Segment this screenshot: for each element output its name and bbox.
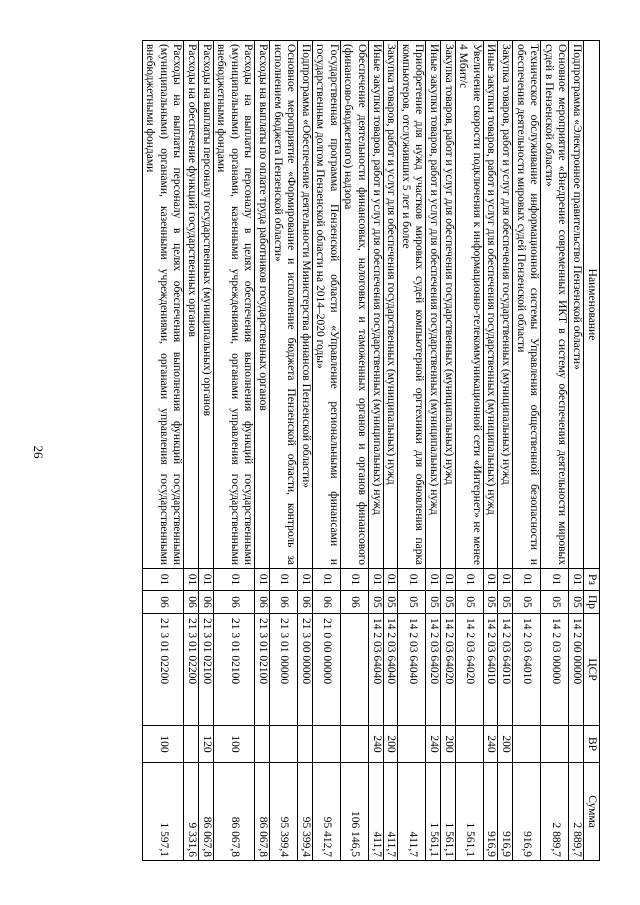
- table-row: [541, 41, 569, 861]
- cell-sum: 2 889,7: [569, 763, 584, 861]
- cell-sum: 95 399,4: [298, 763, 313, 861]
- cell-sum: 86 067,8: [198, 763, 213, 861]
- cell-name: Расходы на выплаты по оплате труда работников государственных органов: [255, 41, 270, 569]
- cell-csr: 14 2 03 64020: [441, 614, 456, 726]
- cell-pr: 06: [298, 591, 313, 614]
- cell-pr: 06: [198, 591, 213, 614]
- cell-name: Приобретение для нужд участков мировых судей компьютерной оргтехники для обновления парка компьютеров, отслуживших 5 лет и более: [398, 41, 426, 569]
- cell-name: Основное мероприятие «Формирование и исполнение бюджета Пензенской области, контроль за исполнением бюджета Пензенской области»: [269, 41, 297, 569]
- cell-vr: [513, 726, 541, 763]
- cell-csr: [340, 614, 368, 726]
- cell-vr: 200: [383, 726, 398, 763]
- table-row: [483, 41, 498, 861]
- table-row: [213, 41, 255, 861]
- table-row: [513, 41, 541, 861]
- cell-csr: 21 3 01 02200: [184, 614, 199, 726]
- cell-sum: 411,7: [398, 763, 426, 861]
- cell-csr: 14 2 03 64010: [513, 614, 541, 726]
- cell-name: Закупка товаров, работ и услуг для обеспечения государственных (муниципальных) нужд: [441, 41, 456, 569]
- cell-sum: 106 146,5: [340, 763, 368, 861]
- cell-csr: 14 2 03 00000: [541, 614, 569, 726]
- cell-name: Иные закупки товаров, работ и услуг для обеспечения государственных (муниципальных) нужд: [483, 41, 498, 569]
- cell-pr: 05: [426, 591, 441, 614]
- cell-sum: 1 561,1: [441, 763, 456, 861]
- cell-csr: 14 2 03 64040: [383, 614, 398, 726]
- cell-name: Основное мероприятие «Внедрение современных ИКТ в систему обеспечения деятельности мировых судей в Пензенской области»: [541, 41, 569, 569]
- table-row: [184, 41, 199, 861]
- table-body: [142, 41, 583, 861]
- cell-vr: 200: [498, 726, 513, 763]
- table-row: [255, 41, 270, 861]
- rotated-table-wrapper: [80, 40, 600, 860]
- cell-sum: 1 561,1: [426, 763, 441, 861]
- cell-rz: 01: [269, 569, 297, 591]
- header-csr: ЦСР: [584, 614, 600, 726]
- table-row: [142, 41, 184, 861]
- cell-sum: 411,7: [383, 763, 398, 861]
- table-row: [198, 41, 213, 861]
- cell-rz: 01: [298, 569, 313, 591]
- cell-name: Расходы на выплаты персоналу в целях обеспечения выполнения функций государственными (муниципальными) органами, казенными учреждениями, органами управления государственными внебюджетными фондами: [142, 41, 184, 569]
- cell-vr: [569, 726, 584, 763]
- cell-name: Расходы на выплаты персоналу государственных (муниципальных) органов: [198, 41, 213, 569]
- cell-sum: 411,7: [369, 763, 384, 861]
- cell-sum: 916,9: [498, 763, 513, 861]
- cell-pr: 05: [455, 591, 483, 614]
- table-row: [383, 41, 398, 861]
- table-header-row: [584, 41, 600, 861]
- page-number: 26: [31, 445, 46, 459]
- table-row: [298, 41, 313, 861]
- cell-pr: 05: [398, 591, 426, 614]
- cell-rz: 01: [369, 569, 384, 591]
- header-name: Наименование: [584, 41, 600, 569]
- cell-rz: 01: [426, 569, 441, 591]
- cell-rz: 01: [198, 569, 213, 591]
- cell-rz: 01: [340, 569, 368, 591]
- cell-csr: 21 3 01 02100: [213, 614, 255, 726]
- cell-rz: 01: [184, 569, 199, 591]
- cell-rz: 01: [513, 569, 541, 591]
- cell-vr: 120: [198, 726, 213, 763]
- cell-name: Подпрограмма «Обеспечение деятельности Министерства финансов Пензенской области»: [298, 41, 313, 569]
- cell-name: Обеспечение деятельности финансовых, налоговых и таможенных органов и органов финансового (финансово-бюджетного) надзора: [340, 41, 368, 569]
- cell-pr: 05: [569, 591, 584, 614]
- table-row: [269, 41, 297, 861]
- cell-vr: [455, 726, 483, 763]
- cell-vr: [312, 726, 340, 763]
- cell-csr: 21 0 00 00000: [312, 614, 340, 726]
- cell-vr: 240: [369, 726, 384, 763]
- cell-sum: 86 067,8: [255, 763, 270, 861]
- table-row: [426, 41, 441, 861]
- cell-pr: 05: [383, 591, 398, 614]
- table-row: [441, 41, 456, 861]
- cell-sum: 916,9: [483, 763, 498, 861]
- cell-sum: 916,9: [513, 763, 541, 861]
- cell-vr: [269, 726, 297, 763]
- cell-name: Иные закупки товаров, работ и услуг для обеспечения государственных (муниципальных) нужд: [369, 41, 384, 569]
- cell-pr: 05: [483, 591, 498, 614]
- cell-rz: 01: [142, 569, 184, 591]
- cell-sum: 95 399,4: [269, 763, 297, 861]
- cell-vr: 100: [213, 726, 255, 763]
- cell-name: Подпрограмма «Электронное правительство Пензенской области»: [569, 41, 584, 569]
- cell-rz: 01: [483, 569, 498, 591]
- cell-sum: 1 561,1: [455, 763, 483, 861]
- cell-pr: 05: [513, 591, 541, 614]
- header-pr: Пр: [584, 591, 600, 614]
- cell-name: Закупка товаров, работ и услуг для обеспечения государственных (муниципальных) нужд: [498, 41, 513, 569]
- cell-name: Увеличение скорости подключения к информационно-телекоммуникационной сети «Интернет» не менее 4 Мбит/с: [455, 41, 483, 569]
- cell-csr: 14 2 03 64010: [498, 614, 513, 726]
- cell-rz: 01: [383, 569, 398, 591]
- cell-name: Иные закупки товаров, работ и услуг для обеспечения государственных (муниципальных) нужд: [426, 41, 441, 569]
- cell-rz: 01: [312, 569, 340, 591]
- cell-rz: 01: [255, 569, 270, 591]
- cell-csr: 14 2 03 64010: [483, 614, 498, 726]
- cell-name: Закупка товаров, работ и услуг для обеспечения государственных (муниципальных) нужд: [383, 41, 398, 569]
- cell-vr: [541, 726, 569, 763]
- cell-vr: [340, 726, 368, 763]
- cell-vr: [184, 726, 199, 763]
- cell-pr: 06: [213, 591, 255, 614]
- cell-name: Расходы на обеспечение функций государственных органов: [184, 41, 199, 569]
- cell-name: Техническое обслуживание информационной системы Управления общественной безопасности и обеспечения деятельности мировых судей Пензенской области: [513, 41, 541, 569]
- cell-csr: 14 2 03 64040: [369, 614, 384, 726]
- cell-sum: 9 331,6: [184, 763, 199, 861]
- cell-pr: 06: [142, 591, 184, 614]
- cell-vr: 100: [142, 726, 184, 763]
- cell-rz: 01: [455, 569, 483, 591]
- cell-rz: 01: [441, 569, 456, 591]
- cell-csr: 21 3 00 00000: [298, 614, 313, 726]
- cell-csr: 14 2 03 64040: [398, 614, 426, 726]
- cell-pr: 05: [498, 591, 513, 614]
- cell-csr: 14 2 00 00000: [569, 614, 584, 726]
- cell-pr: 05: [369, 591, 384, 614]
- cell-pr: 06: [184, 591, 199, 614]
- cell-csr: 21 3 01 02100: [198, 614, 213, 726]
- cell-pr: 06: [269, 591, 297, 614]
- cell-vr: 240: [483, 726, 498, 763]
- table-row: [312, 41, 340, 861]
- cell-pr: 05: [441, 591, 456, 614]
- table-row: [369, 41, 384, 861]
- table-row: [498, 41, 513, 861]
- cell-pr: 06: [255, 591, 270, 614]
- budget-table: [142, 40, 600, 861]
- table-row: [569, 41, 584, 861]
- cell-csr: 21 3 01 02100: [255, 614, 270, 726]
- cell-rz: 01: [541, 569, 569, 591]
- cell-vr: [255, 726, 270, 763]
- header-vr: ВР: [584, 726, 600, 763]
- table-row: [455, 41, 483, 861]
- cell-pr: 06: [312, 591, 340, 614]
- cell-vr: [398, 726, 426, 763]
- cell-pr: 05: [541, 591, 569, 614]
- header-sum: Сумма: [584, 763, 600, 861]
- cell-rz: 01: [569, 569, 584, 591]
- cell-csr: 14 2 03 64020: [455, 614, 483, 726]
- cell-csr: 14 2 03 64020: [426, 614, 441, 726]
- cell-vr: 200: [441, 726, 456, 763]
- cell-rz: 01: [398, 569, 426, 591]
- table-row: [340, 41, 368, 861]
- cell-name: Государственная программа Пензенской области «Управление региональными финансами и государственным долгом Пензенской области на 2014–2020 годы»: [312, 41, 340, 569]
- cell-name: Расходы на выплаты персоналу в целях обеспечения выполнения функций государственными (муниципальными) органами, казенными учреждениями, органами управления государственными внебюджетными фондами: [213, 41, 255, 569]
- cell-vr: 240: [426, 726, 441, 763]
- cell-sum: 1 597,1: [142, 763, 184, 861]
- cell-csr: 21 3 01 02200: [142, 614, 184, 726]
- cell-vr: [298, 726, 313, 763]
- cell-rz: 01: [498, 569, 513, 591]
- cell-sum: 95 412,7: [312, 763, 340, 861]
- cell-csr: 21 3 01 00000: [269, 614, 297, 726]
- cell-rz: 01: [213, 569, 255, 591]
- cell-sum: 2 889,7: [541, 763, 569, 861]
- table-row: [398, 41, 426, 861]
- header-rz: Рз: [584, 569, 600, 591]
- cell-sum: 86 067,8: [213, 763, 255, 861]
- cell-pr: 06: [340, 591, 368, 614]
